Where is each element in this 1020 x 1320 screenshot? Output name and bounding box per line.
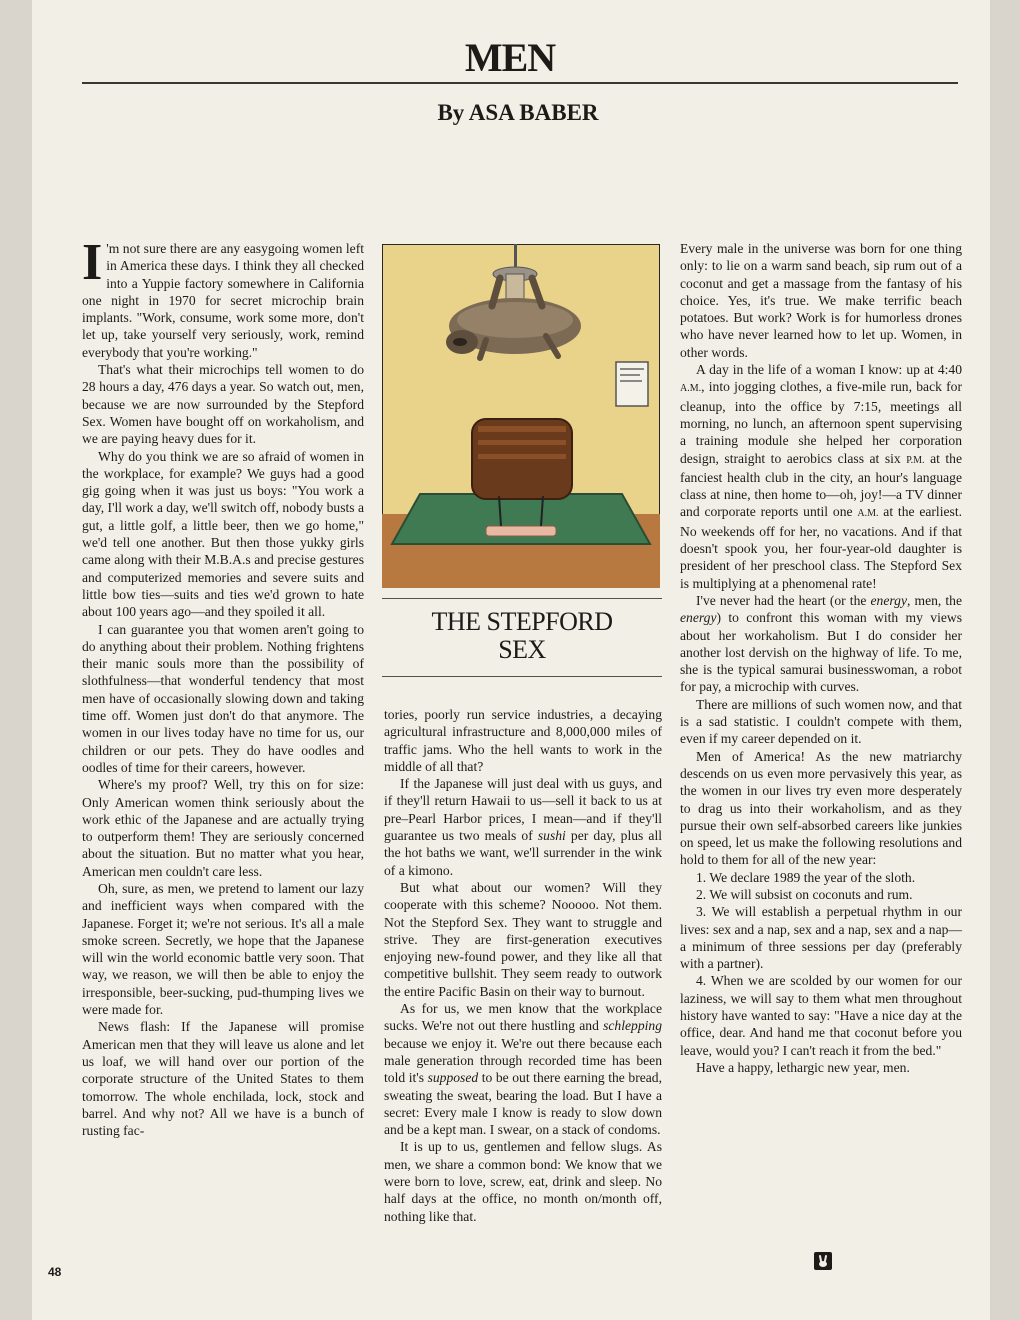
ceiling-rod [514, 244, 517, 268]
certificate-text [620, 380, 642, 382]
headline-rule-top [382, 598, 662, 599]
sloth-illustration [382, 244, 660, 588]
chair-stitch [478, 454, 566, 459]
chair-stitch [478, 440, 566, 445]
paragraph: I 'm not sure there are any easygoing women left in America these days. I think they all checked into a Yuppie factory somewhere in California one night in 1970 for secret microchip brain implants. "Work, consume, work some more, don't let up, take yourself very seriously, work, remind everybody that you're working." [82, 234, 364, 360]
paragraph: If the Japanese will just deal with us guys, and if they'll return Hawaii to us—sell it back to us at pre–Pearl Harbor prices, I mean—and if they'll guarantee us two meals of sushi per day, plus all the hot baths we want, we'll surrender in the wink of a kimono. [384, 776, 662, 878]
resolution-item: 1. We declare 1989 the year of the sloth. [696, 869, 916, 885]
paragraph: There are millions of such women now, and that is a sad statistic. I couldn't compete with them, even if my career depended on it. [680, 696, 962, 747]
drop-cap: I [82, 234, 103, 291]
byline: By ASA BABER [437, 100, 599, 125]
paragraph: Why do you think we are so afraid of women in the workplace, for example? We guys had a good gig going when it was just us boys: "You work a day, I'll work a day, we'll switch off, nobody busts a gut, a little golf, a little beer, then we go home," we'd tell one another. But then those yukky girls came along with their M.B.A.s and precise gestures and computerized memories and severe suits and little bow ties—suits and ties we'd grown to hate about 100 years ago—and they spoiled it all. [82, 448, 364, 620]
certificate-text [620, 374, 640, 376]
paragraph: Where's my proof? Well, try this on for size: Only American women think seriously about the work ethic of the Japanese and are actually trying to outperform them! They are seriously concerned about the situation. But no matter what you hear, American men couldn't care less. [82, 777, 364, 879]
closing-line: Have a happy, lethargic new year, men. [696, 1059, 910, 1075]
paragraph: Men of America! As the new matriarchy descends on us even more pervasively this year, as the women in our lives try even more desperately to drag us into their workaholism, and as they pursue their own self-absorbed careers like junkies on speed, let us make the following resolutions and hold to them for all of the new year: [680, 748, 962, 868]
paragraph: Oh, sure, as men, we pretend to lament our lazy and inefficient ways when compared with the Japanese. Forget it; we're not serious. It's all a male smoke screen. Secretly, we hope that the Japanese will win the world economic battle very soon. That way, we reason, we will then be able to enjoy the irresponsible, beer-sucking, pud-thumping lives we were made for. [82, 880, 364, 1018]
article-column-2 [384, 706, 662, 1225]
article-headline: THE STEPFORD SEX [431, 607, 613, 664]
paragraph: News flash: If the Japanese will promise American men that they will leave us alone and let us loaf, we will hand over our portion of the corporate structure of the United States to them tomorrow. The whole enchilada, lock, stock and barrel. And why not? All we have is a bunch of rusting fac- [82, 1019, 364, 1139]
resolution-item: 4. When we are scolded by our women for our laziness, we will say to them what men throughout history have wanted to say: "Have a nice day at the office, dear. And hand me that coconut before you leave, would you? I can't reach it from the bed." [680, 973, 962, 1058]
headline-rule-bottom [382, 676, 662, 677]
paragraph: It is up to us, gentlemen and fellow slugs. As men, we share a common bond: We know that we were born to love, screw, eat, drink and sleep. No half days at the office, no month on/month off, nothing like that. [384, 1139, 662, 1224]
scan-border-left [0, 0, 32, 1320]
certificate-text [620, 368, 644, 370]
pen-holder [486, 526, 556, 536]
chair-stitch [478, 426, 566, 432]
paragraph: A day in the life of a woman I know: up at 4:40 A.M., into jogging clothes, a five-mile run, back for cleanup, into the office by 7:15, meetings all morning, no lunch, an afternoon spent supervising a training module she helped her corporation design, straight to aerobics class at six P.M. at the fanciest health club in the city, an hour's language class at nine, then home to—oh, joy!—a TV dinner and corporate reports until one A.M. at the earliest. No weekends off for her, no vacations. And if that doesn't spook you, her four-year-old daughter is president of her preschool class. The Stepford Sex is multiplying at a phenomenal rate! [680, 362, 962, 591]
section-title: MEN [464, 35, 556, 80]
fixture-bulb [506, 274, 524, 300]
paragraph: tories, poorly run service industries, a decaying agricultural infrastructure and 8,000,000 miles of traffic jams. Who the hell wants to work in the middle of all that? [384, 707, 662, 774]
paragraph: But what about our women? Will they cooperate with this scheme? Nooooo. Not them. Not the Stepford Sex. They want to struggle and strive. They are first-generation executives enjoying new-found power, and they like all that competitive bullshit. They seem ready to outwork the entire Pacific Basin on their way to burnout. [384, 879, 662, 999]
resolution-item: 3. We will establish a perpetual rhythm in our lives: sex and a nap, sex and a nap, sex and a nap—a minimum of three sessions per day (preferably with a partner). [680, 904, 962, 972]
scan-border-right [990, 0, 1020, 1320]
paragraph: I can guarantee you that women aren't going to do anything about their problem. Nothing frightens their manic souls more than the possibility of slothfulness—that wonderful tendency that most men have of occasionally slowing down and taking time off. Women just don't do that anymore. The women in our lives today have no time for us, our children or our pets. They do have oodles and oodles of time for their careers, however. [82, 621, 364, 775]
rabbit-end-mark-icon [814, 1252, 832, 1270]
article-column-1 [82, 234, 364, 1139]
sloth-fur-highlight [457, 302, 573, 338]
paragraph: As for us, we men know that the workplace sucks. We're not out there hustling and schlepping because we enjoy it. We're out there because each male generation through recorded time has been told it's supposed to be out there earning the bread, sweating the sweat, bearing the load. But I have a secret: Every male I know is ready to slow down and be a kept man. I swear, on a stack of condoms. [384, 1001, 662, 1138]
paragraph: I've never had the heart (or the energy, men, the energy) to confront this woman with my views about her workaholism. But I do consider her another lost dervish on the highway of life. To me, she is the typical samurai businesswoman, a robot for pay, a microchip with curves. [680, 592, 962, 695]
article-column-3 [680, 240, 962, 1076]
paragraph: Every male in the universe was born for one thing only: to lie on a warm sand beach, sip rum out of a coconut and get a massage from the fantasy of his choice. Yes, it's true. We make terrific beach potatoes. But work? Work is for humorless drones who have never learned how to let up. Women, in other words. [680, 241, 962, 360]
sloth-face-mask [453, 338, 467, 346]
title-rule [82, 82, 958, 84]
resolution-item: 2. We will subsist on coconuts and rum. [696, 886, 913, 902]
page-number: 48 [48, 1265, 62, 1279]
paragraph: That's what their microchips tell women to do 28 hours a day, 476 days a year. So watch out, men, because we are now surrounded by the Stepford Sex. Women have bought off on workaholism, and we are paying heavy dues for it. [82, 362, 364, 447]
